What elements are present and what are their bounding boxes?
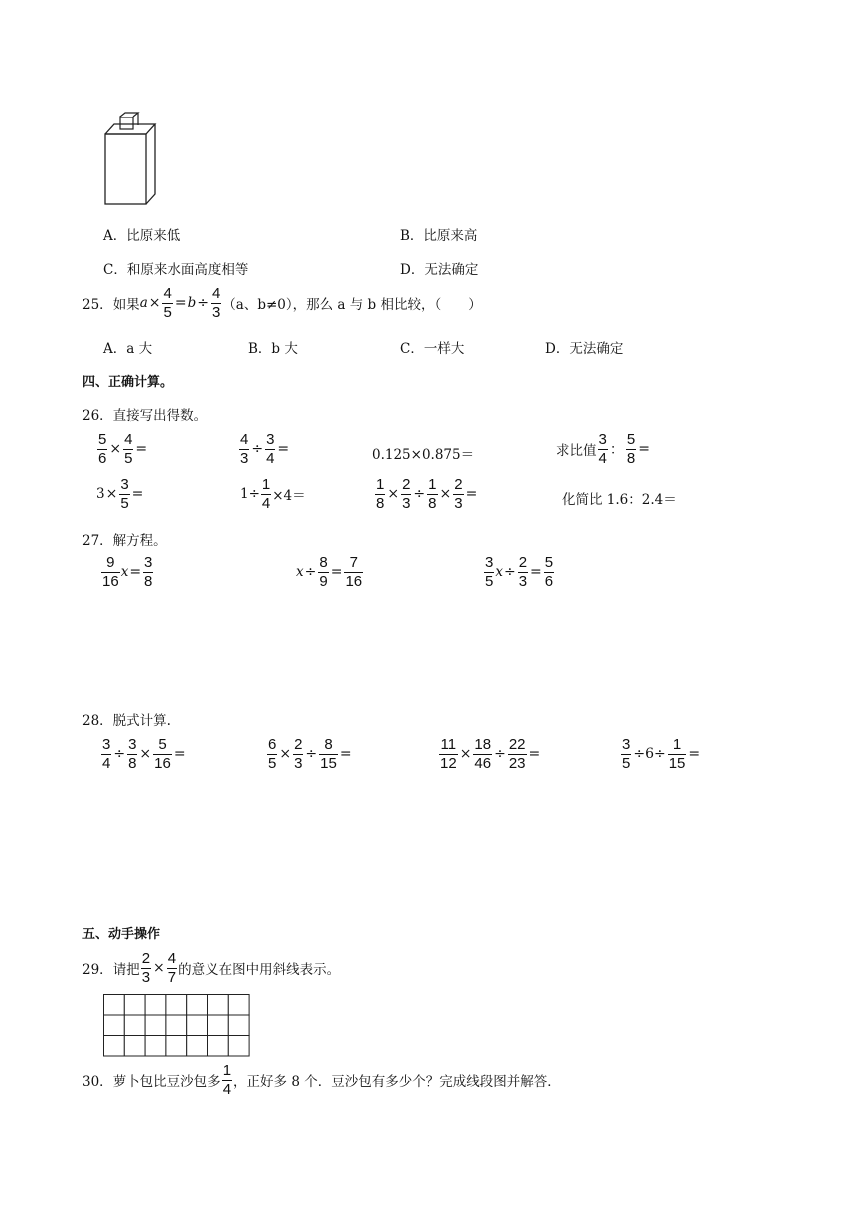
equals: =	[277, 441, 290, 458]
equals: =	[135, 441, 148, 458]
fraction	[453, 477, 463, 512]
denominator: 8	[144, 572, 153, 590]
numerator: 3	[128, 736, 137, 753]
denominator: 5	[268, 754, 277, 772]
numerator: 2	[294, 736, 303, 753]
denominator: 4	[222, 1080, 232, 1098]
equals: =	[528, 746, 541, 763]
fraction	[153, 737, 172, 772]
denominator: 5	[163, 303, 172, 321]
denominator: 16	[345, 572, 363, 590]
denominator: 7	[167, 968, 177, 986]
q28-expr-3	[438, 737, 541, 772]
operator: ×	[459, 746, 472, 763]
fraction	[427, 477, 437, 512]
numerator: 1	[428, 476, 437, 493]
q30-lead: 萝卜包比豆沙包多	[112, 1074, 221, 1091]
denominator: 23	[508, 754, 526, 772]
grid-cell[interactable]	[166, 1015, 187, 1036]
operator-group: ÷6÷	[633, 746, 666, 763]
operator: ×	[439, 486, 452, 503]
expr-lead: 1÷	[240, 486, 260, 503]
operator: ÷	[304, 564, 317, 581]
denominator: 3	[240, 449, 249, 467]
operator: ×	[387, 486, 400, 503]
fraction	[101, 555, 120, 590]
grid-cell[interactable]	[208, 995, 229, 1016]
numerator: 5	[98, 431, 107, 448]
operator: ÷	[494, 746, 506, 763]
q26-r2-expr-4: 化简比 1.6：2.4＝	[562, 492, 677, 508]
denominator: 8	[428, 494, 437, 512]
fraction	[598, 432, 608, 467]
q24-option-d: D．无法确定	[400, 262, 479, 278]
expr-lead: 求比值	[556, 443, 597, 460]
operator: ×	[139, 746, 152, 763]
denominator: 3	[211, 303, 221, 321]
fraction	[167, 951, 177, 986]
denominator: 5	[485, 572, 494, 590]
section-5-heading: 五、动手操作	[82, 927, 161, 942]
fraction	[261, 477, 271, 512]
fraction	[668, 737, 687, 772]
denominator: 5	[622, 754, 631, 772]
fraction	[119, 477, 129, 512]
fraction	[267, 737, 277, 772]
operator: ×	[105, 486, 118, 503]
denominator: 46	[474, 754, 492, 772]
denominator: 3	[454, 494, 463, 512]
equals: =	[688, 746, 701, 763]
grid-cell[interactable]	[187, 1036, 208, 1057]
q28-title: 28．脱式计算.	[82, 713, 171, 729]
q25-option-c: C．一样大	[400, 341, 465, 357]
equals: =	[129, 564, 142, 581]
numerator: 3	[622, 736, 631, 753]
operator: ÷	[503, 564, 516, 581]
grid-cell[interactable]	[124, 1036, 145, 1057]
fraction	[439, 737, 458, 772]
fraction	[473, 737, 492, 772]
operator: ÷	[413, 486, 426, 503]
denominator: 3	[518, 572, 528, 590]
numerator: 9	[106, 554, 115, 571]
denominator: 6	[98, 449, 107, 467]
numerator: 4	[240, 431, 249, 448]
numerator: 2	[518, 554, 528, 571]
fraction	[143, 555, 153, 590]
denominator: 16	[154, 754, 171, 772]
fraction	[293, 737, 303, 772]
container-figure	[98, 110, 162, 210]
q30-question	[82, 1063, 561, 1098]
fraction	[97, 432, 107, 467]
grid-cell[interactable]	[145, 1036, 166, 1057]
fraction	[123, 432, 133, 467]
grid-cell[interactable]	[104, 1015, 125, 1036]
numerator: 5	[544, 554, 554, 571]
grid-cell[interactable]	[187, 1015, 208, 1036]
grid-cell[interactable]	[145, 1015, 166, 1036]
box-side	[146, 124, 155, 204]
denominator: 15	[320, 754, 337, 772]
numerator: 18	[474, 736, 492, 753]
q26-r2-expr-1	[96, 477, 144, 512]
operator: ÷	[305, 746, 318, 763]
q25-question	[82, 286, 482, 321]
numerator: 4	[211, 285, 221, 302]
q26-r2-expr-2	[240, 477, 306, 512]
denominator: 12	[440, 754, 457, 772]
ratio-sign: ：	[609, 442, 624, 459]
fraction	[141, 951, 151, 986]
numerator: 5	[626, 431, 636, 448]
numerator: 3	[485, 554, 494, 571]
equals: =	[465, 486, 478, 503]
denominator: 3	[141, 968, 151, 986]
fraction	[401, 477, 411, 512]
q25-condition: （a、b≠0），那么 a 与 b 相比较，（ ）	[222, 297, 482, 314]
q26-r2-expr-3	[374, 477, 478, 512]
equals: =	[339, 746, 352, 763]
q26-r1-expr-4	[556, 432, 651, 467]
denominator: 15	[668, 754, 686, 772]
grid-cell[interactable]	[145, 995, 166, 1016]
denominator: 6	[544, 572, 554, 590]
fraction	[239, 432, 249, 467]
small-cube-front	[120, 117, 133, 129]
denominator: 9	[319, 572, 328, 590]
operator: ×	[279, 746, 292, 763]
q27-equation-2	[296, 555, 364, 590]
q25-equals: =	[174, 295, 187, 312]
equals: =	[131, 486, 144, 503]
grid-cell[interactable]	[187, 995, 208, 1016]
numerator: 3	[102, 736, 111, 753]
expr-tail: ×4＝	[272, 488, 306, 505]
grid-cell[interactable]	[166, 1036, 187, 1057]
grid-cell[interactable]	[166, 995, 187, 1016]
section-4-heading: 四、正确计算。	[82, 375, 174, 390]
numerator: 7	[349, 554, 358, 571]
denominator: 5	[124, 449, 133, 467]
denominator: 4	[102, 754, 111, 772]
numerator: 4	[163, 285, 172, 302]
small-cube-top	[120, 113, 138, 117]
q25-lead: 如果	[112, 297, 140, 314]
equals: =	[173, 746, 186, 763]
denominator: 4	[266, 449, 275, 467]
q25-var-b: b	[187, 295, 197, 312]
denominator: 8	[626, 449, 636, 467]
q26-r1-expr-3: 0.125×0.875＝	[372, 447, 475, 463]
fraction	[101, 737, 111, 772]
denominator: 3	[294, 754, 303, 772]
fraction	[508, 737, 527, 772]
fraction	[318, 555, 328, 590]
equals: =	[530, 564, 542, 581]
numerator: 3	[120, 476, 129, 493]
operator: ×	[109, 441, 122, 458]
q27-equation-3	[483, 555, 555, 590]
q25-fraction-1	[162, 286, 172, 321]
denominator: 5	[120, 494, 129, 512]
q29-number: 29．	[82, 962, 113, 979]
box-front	[105, 134, 146, 204]
grid-cell[interactable]	[104, 1036, 125, 1057]
grid-cell[interactable]	[208, 1036, 229, 1057]
q29-lead: 请把	[112, 962, 140, 979]
q28-expr-2	[266, 737, 353, 772]
denominator: 3	[402, 494, 411, 512]
numerator: 1	[261, 476, 271, 493]
numerator: 4	[124, 431, 133, 448]
numerator: 1	[376, 476, 385, 493]
fraction	[344, 555, 363, 590]
numerator: 1	[222, 1062, 232, 1079]
q25-fraction-2	[211, 286, 221, 321]
fraction	[544, 555, 554, 590]
fraction	[518, 555, 528, 590]
numerator: 8	[324, 736, 333, 753]
fraction	[484, 555, 494, 590]
denominator: 4	[598, 449, 607, 467]
q30-tail: ，正好多 8 个．豆沙包有多少个？完成线段图并解答．	[233, 1074, 561, 1091]
numerator: 22	[508, 736, 526, 753]
operator: ÷	[113, 746, 126, 763]
numerator: 6	[268, 736, 277, 753]
q25-divide: ÷	[197, 295, 209, 312]
q29-tail: 的意义在图中用斜线表示。	[178, 962, 341, 979]
grid-cell[interactable]	[228, 1015, 249, 1036]
grid-cell[interactable]	[124, 1015, 145, 1036]
numerator: 2	[454, 476, 463, 493]
q25-times: ×	[148, 295, 161, 312]
fraction	[626, 432, 636, 467]
q24-option-a: A．比原来低	[103, 228, 181, 244]
q29-question	[82, 951, 340, 986]
q25-option-d: D．无法确定	[545, 341, 624, 357]
denominator: 8	[376, 494, 385, 512]
numerator: 2	[141, 950, 151, 967]
grid-cell[interactable]	[208, 1015, 229, 1036]
fraction	[265, 432, 275, 467]
denominator: 8	[128, 754, 137, 772]
numerator: 3	[266, 431, 275, 448]
q25-number: 25．	[82, 297, 113, 314]
q27-equation-1	[100, 555, 154, 590]
numerator: 2	[402, 476, 411, 493]
numerator: 1	[672, 736, 682, 753]
variable-x: x	[296, 564, 304, 581]
q26-r1-expr-2	[238, 432, 290, 467]
numerator: 5	[158, 736, 167, 753]
fraction	[319, 737, 338, 772]
grid-cell[interactable]	[228, 1036, 249, 1057]
q24-option-b: B．比原来高	[400, 228, 478, 244]
variable-x: x	[120, 564, 129, 581]
grid-cell[interactable]	[104, 995, 125, 1016]
q26-title: 26．直接写出得数。	[82, 408, 208, 424]
q25-option-b: B．b 大	[248, 341, 298, 357]
numerator: 4	[167, 950, 177, 967]
equals: =	[638, 441, 650, 458]
operator: ×	[153, 960, 165, 977]
fraction	[127, 737, 137, 772]
grid-cell[interactable]	[228, 995, 249, 1016]
q28-expr-1	[100, 737, 187, 772]
q27-title: 27．解方程。	[82, 533, 167, 549]
denominator: 16	[102, 572, 119, 590]
q26-r1-expr-1	[96, 432, 148, 467]
numerator: 11	[440, 736, 457, 753]
q25-option-a: A．a 大	[103, 341, 153, 357]
equals: =	[330, 564, 343, 581]
fraction	[621, 737, 631, 772]
fraction	[222, 1063, 232, 1098]
denominator: 4	[261, 494, 271, 512]
fraction	[375, 477, 385, 512]
numerator: 8	[319, 554, 328, 571]
expr-lead: 3	[96, 486, 105, 503]
operator: ÷	[251, 441, 264, 458]
q24-option-c: C．和原来水面高度相等	[103, 262, 249, 278]
q28-expr-4	[620, 737, 701, 772]
grid-cell[interactable]	[124, 995, 145, 1016]
q29-grid[interactable]	[103, 994, 250, 1058]
variable-x: x	[495, 564, 503, 581]
q25-var-a: a	[139, 295, 148, 312]
numerator: 3	[144, 554, 153, 571]
numerator: 3	[598, 431, 607, 448]
q30-number: 30．	[82, 1074, 113, 1091]
